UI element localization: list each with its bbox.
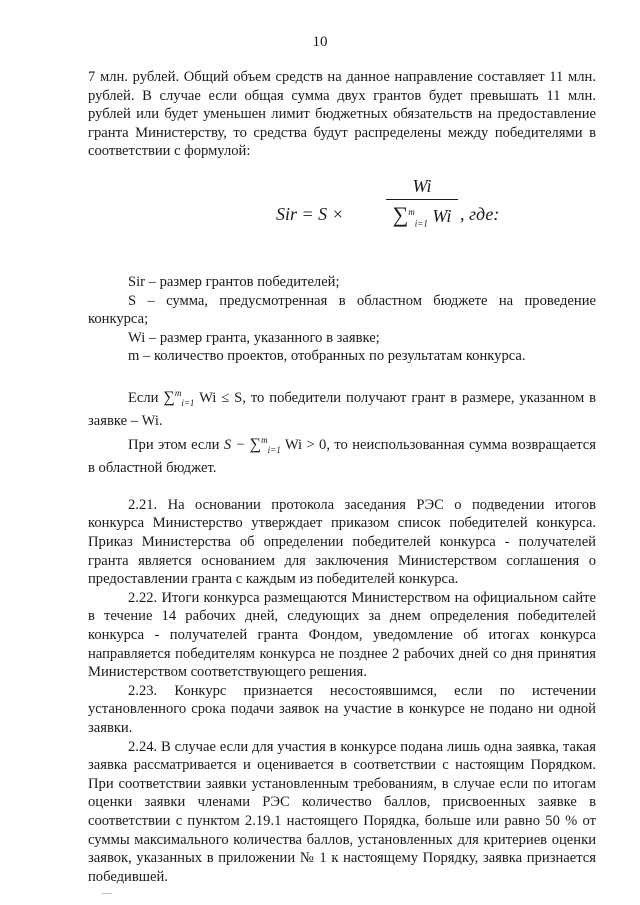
- formula-numerator: Wi: [412, 175, 432, 196]
- condition-rest: Wi ≤ S, то победители получают грант в размере, указанном в заявке – Wi.: [88, 389, 596, 430]
- condition-sum-within-budget: [88, 384, 596, 431]
- definition-m: m – количество проектов, отобранных по результатам конкурса.: [128, 348, 526, 365]
- condition-remaining-funds: [88, 431, 596, 478]
- sum-lower: i=1: [181, 397, 195, 408]
- page-number: 10: [312, 34, 328, 50]
- formula-lhs: Sir = S ×: [276, 203, 344, 224]
- expr-start: S −: [223, 436, 250, 453]
- sigma-upper-limit: m: [408, 206, 415, 217]
- sigma-symbol: ∑: [392, 201, 409, 227]
- sigma-lower-limit: i=1: [414, 218, 428, 229]
- formula-tail: , где:: [460, 203, 500, 224]
- paragraph-2-24: 2.24. В случае если для участия в конкурсе подана лишь одна заявка, такая заявка рассматривается и оценивается в соответствии с настоящим Порядком. При соответствии заявки установленным требованиям, в случае если по итогам оценки заявки членами РЭС количество баллов, присвоенных заявке в соответствии с пунктом 2.19.1 настоящего Порядка, больше или равно 50 % от суммы максимального количества баллов, установленных для критериев оценки заявок, указанных в приложении № 1 к настоящему Порядку, заявка признается победившей.: [88, 738, 596, 885]
- document-body: [88, 68, 596, 886]
- paragraph-2-21: 2.21. На основании протокола заседания РЭС о подведении итогов конкурса Министерство утверждает приказом список победителей конкурса. Приказ Министерства об определении победителей конкурса - получателей гранта является основанием для заключения Министерством соглашения о предоставлении гранта с каждым из победителей конкурса.: [88, 496, 596, 588]
- sum-symbol: ∑: [163, 388, 175, 406]
- formula-denominator: [386, 203, 458, 233]
- footer-mark: —: [102, 888, 112, 899]
- condition-prefix: При этом если: [128, 436, 220, 453]
- sum-lower: i=1: [267, 444, 281, 455]
- condition-rest: Wi > 0, то неиспользованная сумма возвращается в областной бюджет.: [88, 436, 596, 477]
- denominator-term: Wi: [432, 205, 452, 226]
- definition-sir: Sir – размер грантов победителей;: [128, 273, 340, 290]
- formula-block: [88, 167, 596, 267]
- sum-symbol: ∑: [249, 435, 262, 453]
- definition-wi: Wi – размер гранта, указанного в заявке;: [128, 329, 380, 346]
- sum-upper: m: [261, 434, 268, 445]
- formula-fraction: [386, 177, 458, 233]
- sum-upper: m: [174, 387, 182, 398]
- condition-prefix: Если: [128, 389, 159, 406]
- fraction-bar: [386, 199, 458, 200]
- paragraph-intro: 7 млн. рублей. Общий объем средств на данное направление составляет 11 млн. рублей. В случае если общая сумма двух грантов будет превышать 11 млн. рублей или будет уменьшен лимит бюджетных обязательств на предоставление гранта Министерству, то средства будут распределены между победителями в соответствии с формулой:: [88, 69, 596, 160]
- paragraph-2-23: 2.23. Конкурс признается несостоявшимся, если по истечении установленного срока подачи заявок на участие в конкурсе не подано ни одной заявки.: [88, 682, 596, 736]
- definition-s: S – сумма, предусмотренная в областном бюджете на проведение конкурса;: [88, 292, 596, 328]
- paragraph-2-22: 2.22. Итоги конкурса размещаются Министерством на официальном сайте в течение 14 рабочих дней, следующих за днем определения победителей конкурса - получателей гранта Фондом, уведомление об итогах конкурса направляется победителям конкурса не позднее 2 рабочих дней со дня принятия Министерством соответствующего решения.: [88, 589, 596, 681]
